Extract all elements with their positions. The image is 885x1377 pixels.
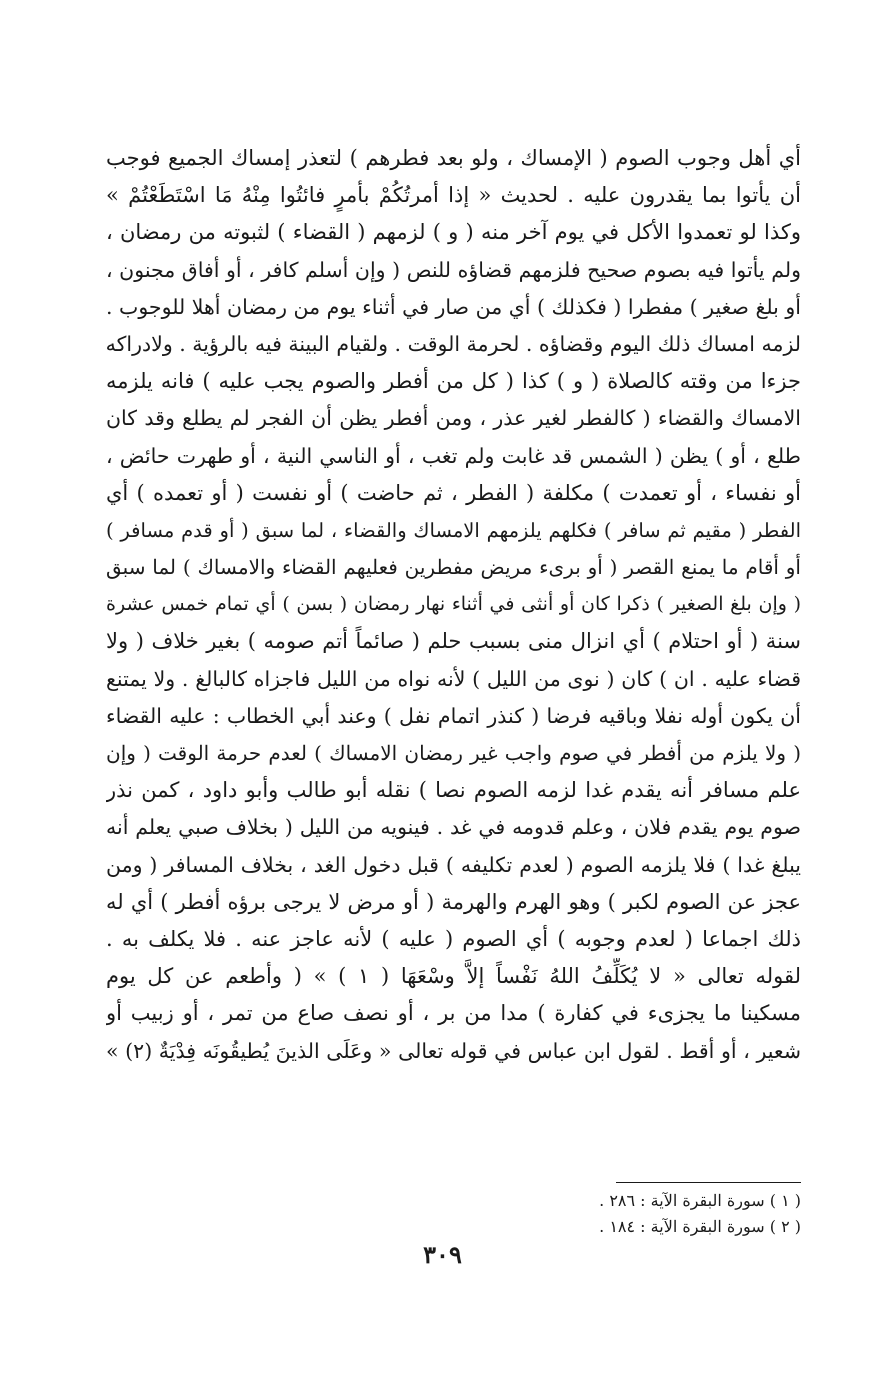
text-line: جزءا من وقته كالصلاة ( و ) كذا ( كل من أفطر والصوم يجب عليه ) فانه يلزمه [106,369,801,394]
footnote: ( ١ ) سورة البقرة الآية : ٢٨٦ . [599,1191,801,1210]
text-line: أن يأتوا بما يقدرون عليه . لحديث « إذا أمرتُكُمْ بأمرٍ فائتُوا مِنْهُ مَا اسْتَطَعْتُمْ » [106,183,801,208]
text-line: سنة ( أو احتلام ) أي انزال منى بسبب حلم ( صائماً أتم صومه ) بغير خلاف ( ولا [106,629,801,654]
text-line: ( وإن بلغ الصغير ) ذكرا كان أو أنثى في أثناء نهار رمضان ( بسن ) أي تمام خمس عشرة [106,593,801,616]
text-line: أي أهل وجوب الصوم ( الإمساك ، ولو بعد فطرهم ) لتعذر إمساك الجميع فوجب [106,146,801,170]
text-line: الامساك والقضاء ( كالفطر لغير عذر ، ومن أفطر يظن أن الفجر لم يطلع وقد كان [106,406,801,431]
text-line: صوم يوم يقدم فلان ، وعلم قدومه في غد . فينويه من الليل ( بخلاف صبي يعلم أنه [106,815,801,840]
text-line: عجز عن الصوم لكبر ) وهو الهرم والهرمة ( أو مرض لا يرجى برؤه أفطر ) أي له [106,889,801,914]
text-line: طلع ، أو ) يظن ( الشمس قد غابت ولم تغب ، أو الناسي النية ، أو طهرت حائض ، [106,443,801,468]
text-line: لقوله تعالى « لا يُكَلِّفُ اللهُ نَفْساً إلاَّ وسْعَهَا ( ١ ) » ( وأطعم عن كل يوم [106,964,801,989]
text-line: وكذا لو تعمدوا الأكل في يوم آخر منه ( و ) لزمهم ( القضاء ) لثبوته من رمضان ، [106,220,801,245]
page-number: ٣٠٩ [423,1240,462,1269]
text-line: أو أقام ما يمنع القصر ( أو برىء مريض مفطرين فعليهم القضاء والامساك ) لما سبق [106,555,801,580]
text-line: لزمه امساك ذلك اليوم وقضاؤه . لحرمة الوقت . ولقيام البينة فيه بالرؤية . ولادراكه [106,331,801,356]
footnote-divider [616,1182,801,1183]
text-line: قضاء عليه . ان ) كان ( نوى من الليل ) لأنه نواه من الليل فاجزاه كالبالغ . ولا يمتنع [106,666,801,691]
text-line: أن يكون أوله نفلا وباقيه فرضا ( كنذر اتمام نفل ) وعند أبي الخطاب : عليه القضاء [106,703,801,728]
text-line: شعير ، أو أقط . لقول ابن عباس في قوله تعالى « وعَلَى الذينَ يُطيقُونَه فِدْيَةٌ (٢) » [106,1038,801,1063]
text-line: ذلك اجماعا ( لعدم وجوبه ) أي الصوم ( عليه ) لأنه عاجز عنه . فلا يكلف به . [106,926,801,951]
text-line: علم مسافر أنه يقدم غدا لزمه الصوم نصا ) نقله أبو طالب وأبو داود ، كمن نذر [106,778,801,803]
text-line: ( ولا يلزم من أفطر في صوم واجب غير رمضان الامساك ) لعدم حرمة الوقت ( وإن [106,741,801,765]
text-line: أو نفساء ، أو تعمدت ) مكلفة ( الفطر ، ثم حاضت ) أو نفست ( أو تعمده ) أي [106,480,801,505]
main-text [106,140,801,1070]
footnote: ( ٢ ) سورة البقرة الآية : ١٨٤ . [599,1217,801,1236]
text-line: أو بلغ صغير ) مفطرا ( فكذلك ) أي من صار في أثناء يوم من رمضان أهلا للوجوب . [106,294,801,319]
text-line: الفطر ( مقيم ثم سافر ) فكلهم يلزمهم الامساك والقضاء ، لما سبق ( أو قدم مسافر ) [106,518,801,542]
text-line: مسكينا ما يجزىء في كفارة ) مدا من بر ، أو نصف صاع من تمر ، أو زبيب أو [106,1001,801,1026]
text-line: يبلغ غدا ) فلا يلزمه الصوم ( لعدم تكليفه ) قبل دخول الغد ، بخلاف المسافر ( ومن [106,852,801,877]
text-line: ولم يأتوا فيه بصوم صحيح فلزمهم قضاؤه للنص ( وإن أسلم كافر ، أو أفاق مجنون ، [106,257,801,282]
footnotes [560,1188,801,1240]
